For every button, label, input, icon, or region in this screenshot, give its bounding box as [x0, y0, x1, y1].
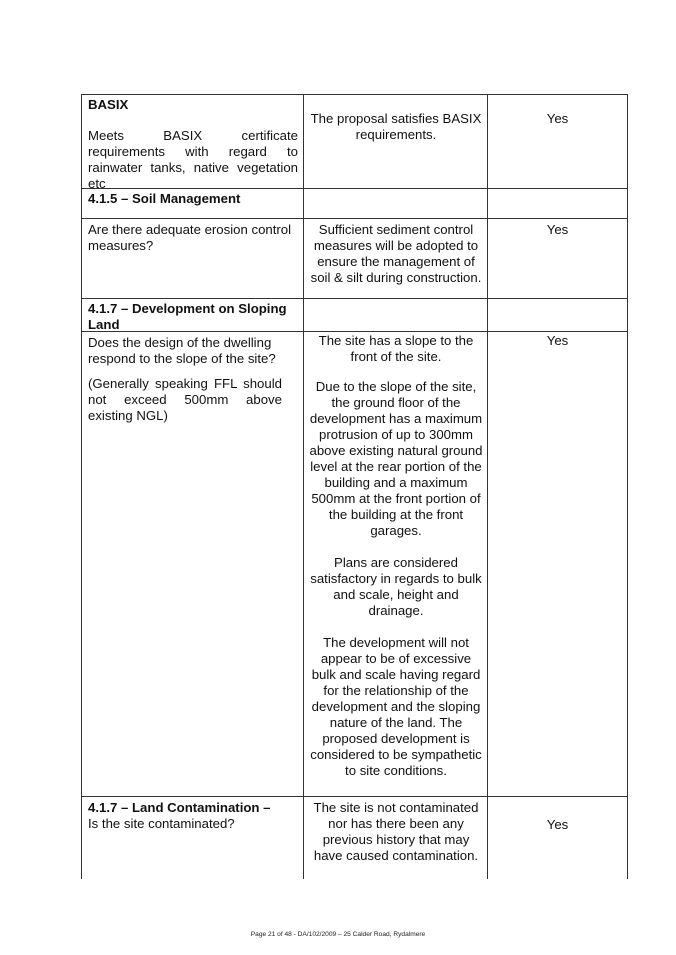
page-footer: Page 21 of 48 - DA/102/2009 – 25 Calder Road, Rydalmere	[250, 931, 426, 938]
row-compliance-erosion: Yes	[546, 222, 569, 237]
row-comment-basix: The proposal satisfies BASIX requirements.	[310, 111, 482, 142]
comment-paragraph: Due to the slope of the site, the ground floor of the development has a maximum protrusion of up to 300mm above existing natural ground level at the rear portion of the building and a maximum 500mm at the front portion of the building at the front garages.	[309, 379, 483, 538]
table-border-top	[81, 94, 628, 95]
section-heading-land-contamination: 4.1.7 – Land Contamination –	[88, 800, 271, 815]
section-heading-sloping-land: 4.1.7 – Development on Sloping Land	[88, 301, 287, 332]
row-question-basix: Meets BASIX certificate requirements with regard to rainwater tanks, native vegetation etc	[88, 128, 298, 191]
row-comment-contamination: The site is not contaminated nor has there been any previous history that may have caused contamination.	[313, 800, 479, 863]
row-question-contamination: Is the site contaminated?	[88, 816, 235, 831]
row-compliance-slope: Yes	[546, 333, 569, 348]
comment-paragraph: Plans are considered satisfactory in regards to bulk and scale, height and drainage.	[310, 555, 482, 618]
row-divider-3	[81, 298, 628, 299]
table-border-right	[627, 94, 628, 879]
row-heading-basix: BASIX	[88, 97, 129, 112]
row-divider-2	[81, 218, 628, 219]
comment-paragraph: The development will not appear to be of excessive bulk and scale having regard for the relationship of the development and the sloping nature of the land. The proposed development is considered to be sympathetic to site conditions.	[310, 635, 482, 778]
section-heading-soil-management: 4.1.5 – Soil Management	[88, 191, 241, 206]
table-border-left	[81, 94, 82, 879]
comment-paragraph: The site has a slope to the front of the site.	[318, 333, 474, 364]
row-question-erosion: Are there adequate erosion control measures?	[88, 222, 292, 253]
row-comments-slope	[308, 333, 484, 779]
row-divider-5	[81, 796, 628, 797]
row-question-slope: Does the design of the dwelling respond to the slope of the site?	[88, 335, 276, 366]
table-divider-2	[487, 94, 488, 879]
row-compliance-basix: Yes	[546, 111, 569, 126]
row-comment-erosion: Sufficient sediment control measures will be adopted to ensure the management of soil & silt during construction.	[310, 222, 482, 285]
table-divider-1	[303, 94, 304, 879]
row-question-note-slope: (Generally speaking FFL should not exceed 500mm above existing NGL)	[88, 376, 282, 423]
row-compliance-contamination: Yes	[546, 817, 569, 832]
